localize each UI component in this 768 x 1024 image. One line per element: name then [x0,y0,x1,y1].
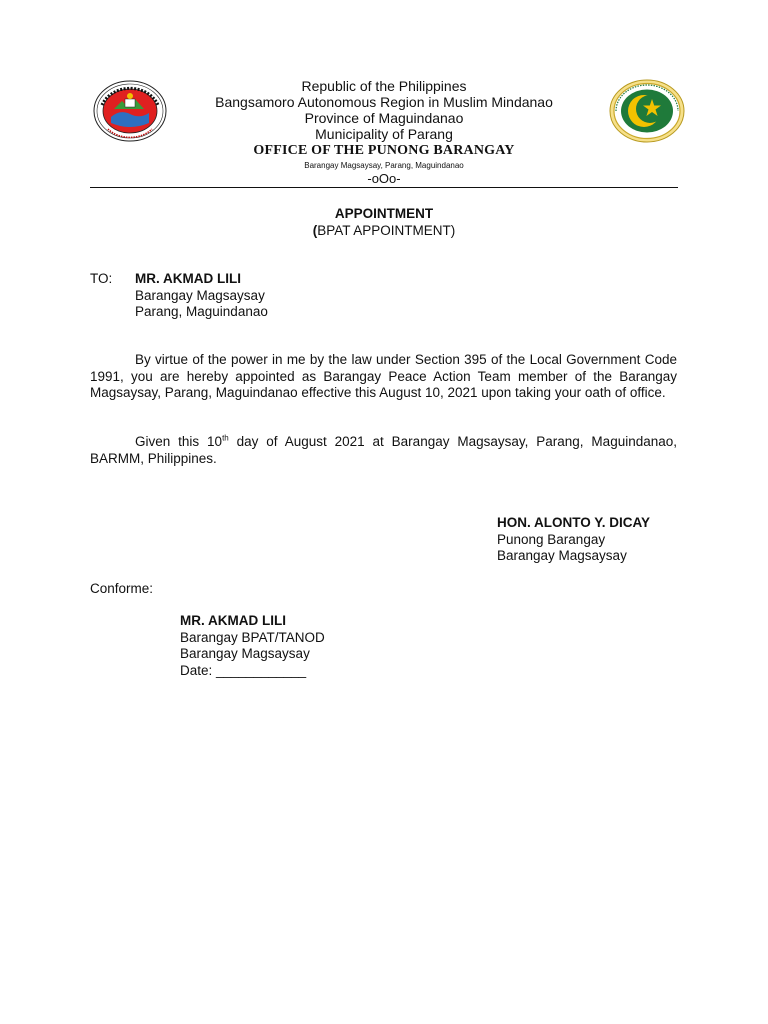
header-ornament: -oOo- [367,171,401,186]
header-office: OFFICE OF THE PUNONG BARANGAY [253,143,515,158]
signatory-title: Punong Barangay [497,531,606,547]
header-address: Barangay Magsaysay, Parang, Maguindanao [304,161,464,170]
header-province: Province of Maguindanao [304,110,464,126]
letterhead [150,78,618,186]
header-municipality: Municipality of Parang [315,126,453,142]
signatory-block [497,515,650,565]
conforme-position: Barangay BPAT/TANOD [180,629,325,645]
title-sub-open: ( [312,223,318,238]
conforme-label: Conforme: [90,581,154,596]
header-region: Bangsamoro Autonomous Region in Muslim Mindanao [215,94,553,110]
title-main: APPOINTMENT [334,206,434,221]
p2-superscript: th [222,433,229,443]
recipient-block [135,271,268,321]
header-divider [90,187,678,188]
document-title [90,205,678,239]
title-sub-text: BPAT APPOINTMENT) [317,223,456,238]
to-label: TO: [90,271,113,286]
conforme-date-line: Date: ____________ [180,662,307,678]
title-sub [90,222,678,239]
signatory-name: HON. ALONTO Y. DICAY [497,515,651,530]
conforme-block [180,613,325,679]
conforme-name: MR. AKMAD LILI [180,613,286,628]
signatory-office: Barangay Magsaysay [497,548,627,563]
body-paragraph-1: By virtue of the power in me by the law under Section 395 of the Local Government Code 1991, you are hereby appointed as Barangay Peace Action Team member of the Barangay Magsaysay, Parang, Maguindanao effective this August 10, 2021 upon taking your oath of office. [90,352,677,400]
recipient-name: MR. AKMAD LILI [135,271,241,286]
barmm-seal-icon [608,78,686,144]
p2-after: day of August 2021 at Barangay Magsaysay, Parang, Maguindanao, BARMM, Philippines. [90,434,678,466]
recipient-line2: Parang, Maguindanao [135,304,268,319]
header-republic: Republic of the Philippines [301,78,467,94]
recipient-line1: Barangay Magsaysay [135,287,265,303]
p2-before: Given this 10 [135,434,223,449]
body-paragraph-2 [90,434,677,467]
conforme-office: Barangay Magsaysay [180,646,310,661]
